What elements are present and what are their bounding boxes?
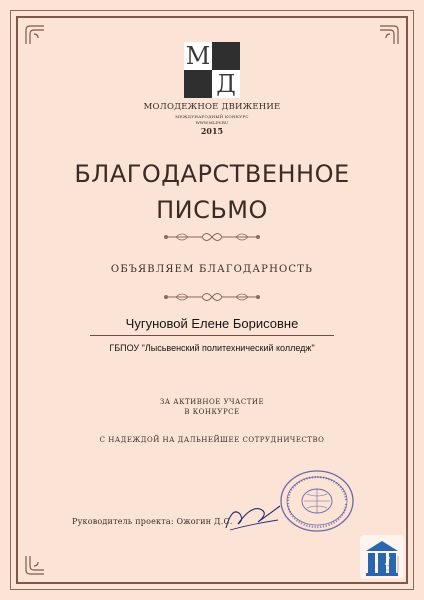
signature-label: Руководитель проекта: Ожогин Д.С. xyxy=(72,517,233,526)
college-logo-icon xyxy=(360,535,404,579)
organization-name: ГБПОУ "Лысьвенский политехнический колледж" xyxy=(109,343,315,353)
reason-line1: ЗА АКТИВНОЕ УЧАСТИЕ xyxy=(159,398,265,406)
logo-dark-square xyxy=(184,70,212,98)
logo-letter-d: Д xyxy=(212,70,240,98)
acknowledgement-heading: ОБЪЯВЛЯЕМ БЛАГОДАРНОСТЬ xyxy=(110,264,314,275)
signature xyxy=(222,500,284,534)
divider xyxy=(90,335,334,336)
document-title-line1: БЛАГОДАРСТВЕННОЕ xyxy=(74,160,350,188)
recipient-name: Чугуновой Елене Борисовне xyxy=(125,316,299,331)
corner-ornament xyxy=(24,554,46,576)
corner-ornament xyxy=(378,24,400,46)
logo-dark-square xyxy=(212,42,240,70)
brand-subtitle: МЕЖДУНАРОДНЫЙ КОНКУРС xyxy=(175,114,249,119)
closing-line: С НАДЕЖДОЙ НА ДАЛЬНЕЙШЕЕ СОТРУДНИЧЕСТВО xyxy=(99,436,325,444)
logo-letter-m: М xyxy=(185,42,211,70)
flourish-ornament xyxy=(162,288,262,306)
brand-year: 2015 xyxy=(200,126,224,136)
reason-line2: В КОНКУРСЕ xyxy=(184,408,240,416)
brand-name: МОЛОДЕЖНОЕ ДВИЖЕНИЕ xyxy=(143,102,281,112)
round-stamp xyxy=(278,468,356,534)
corner-ornament xyxy=(24,24,46,46)
flourish-ornament xyxy=(162,228,262,246)
md-logo xyxy=(184,42,240,98)
document-title-line2: ПИСЬМО xyxy=(156,196,268,224)
brand-website: WWW.MLDV.RU xyxy=(195,120,229,125)
